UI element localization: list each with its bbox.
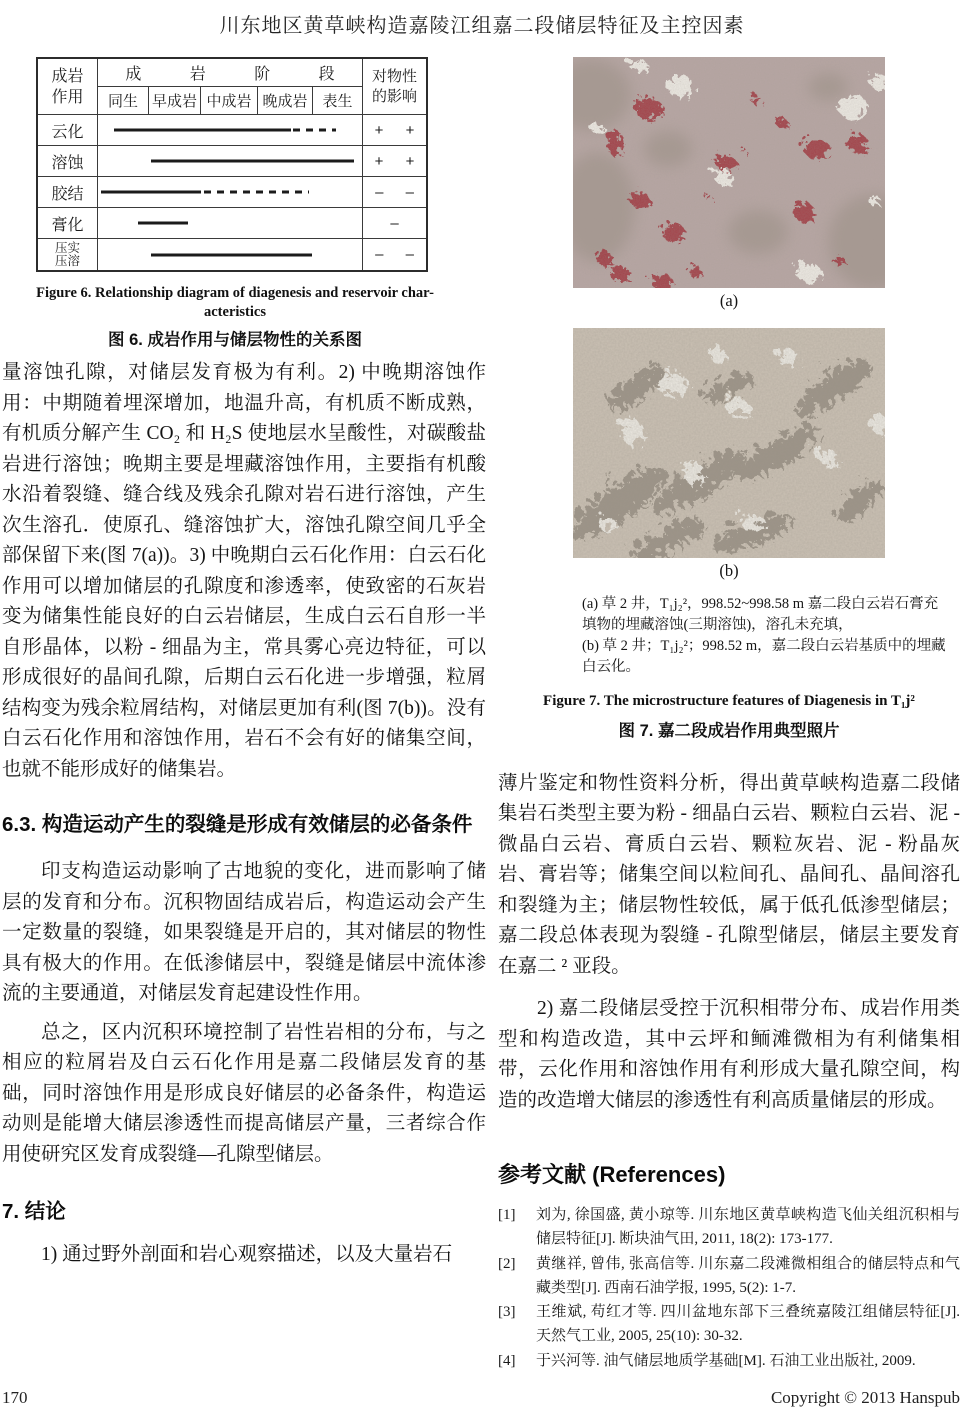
- table-header-effect-line1: 对物性: [371, 67, 417, 85]
- table-header-diagenesis-line1: 成岩: [51, 67, 84, 85]
- table-header-effect: [362, 59, 426, 115]
- table-row-label-line: 云化: [51, 123, 84, 141]
- stage-header-0: 同生: [98, 87, 149, 114]
- figure7-caption-b-text: (b) 草 2 井；T₁j₂²；998.52 m，嘉二段白云岩基质中的埋藏白云化。: [582, 638, 946, 675]
- figure6-table: [36, 57, 428, 272]
- figure7-label-a: (a): [719, 291, 739, 310]
- table-header-diagenesis: [38, 59, 98, 115]
- section-heading-6-3: 6.3. 构造运动产生的裂缝是形成有效储层的必备条件: [2, 813, 473, 836]
- page-title: 川东地区黄草峡构造嘉陵江组嘉二段储层特征及主控因素: [219, 15, 745, 37]
- copyright-text: Copyright © 2013 Hanspub: [770, 1388, 960, 1407]
- figure6-caption-en-line2: acteristics: [204, 304, 266, 320]
- table-row-bars-3: [98, 208, 362, 239]
- table-row-label-line: 膏化: [51, 216, 84, 234]
- table-row-label-line: 压实: [54, 240, 80, 255]
- table-header-diagenesis-line2: 作用: [51, 88, 84, 106]
- reference-item-4: [498, 1349, 960, 1373]
- table-header-effect-line2: 的影响: [371, 87, 417, 105]
- table-row-bars-0: [98, 115, 362, 146]
- reference-item-2: [498, 1252, 960, 1301]
- reference-text: 于兴河等. 油气储层地质学基础[M]. 石油工业出版社, 2009.: [536, 1352, 916, 1369]
- body-paragraph: 印支构造运动影响了古地貌的变化，进而影响了储层的发育和分布。沉积物固结成岩后，构造运动会产生一定数量的裂缝，如果裂缝是开启的，其对储层的物性具有极大的作用。在低渗储层中，裂缝是储层中流体渗流的主要通道，对储层发育起建设性作用。: [2, 861, 486, 1004]
- reference-number: [1]: [498, 1207, 516, 1223]
- reference-item-1: [498, 1203, 960, 1252]
- figure7-caption-en: Figure 7. The microstructure features of Diagenesis in T₁j²: [543, 693, 915, 709]
- table-row-label-0: [38, 115, 98, 146]
- table-row-bars-2: [98, 177, 362, 208]
- table-row-label-line: 溶蚀: [51, 154, 84, 172]
- figure6-caption-en-line1: Figure 6. Relationship diagram of diagenesis and reservoir char-: [36, 285, 434, 301]
- table-row-label-line: 胶结: [51, 185, 84, 203]
- reference-number: [4]: [498, 1352, 516, 1369]
- table-row-label-1: [38, 146, 98, 177]
- table-row-label-2: [38, 177, 98, 208]
- reference-text: 刘为, 徐国盛, 黄小琼等. 川东地区黄草峡构造飞仙关组沉积相与储层特征[J]. 断块油气田, 2011, 18(2): 173-177.: [536, 1207, 960, 1248]
- table-row-effect-2: – –: [362, 177, 426, 208]
- section-heading-7: 7. 结论: [2, 1200, 66, 1223]
- table-row-effect-3: –: [362, 208, 426, 239]
- body-paragraph: 1) 通过野外剖面和岩心观察描述，以及大量岩石: [41, 1244, 453, 1265]
- stage-header-1: 早成岩: [149, 87, 201, 114]
- reference-number: [2]: [498, 1255, 516, 1272]
- timeline-bar-solid: [114, 129, 291, 132]
- figure7-photo-a: [573, 57, 885, 288]
- figure6-caption-zh: 图 6. 成岩作用与储层物性的关系图: [108, 331, 362, 349]
- body-paragraph: 量溶蚀孔隙，对储层发育极为有利。2) 中晚期溶蚀作用：中期随着埋深增加，地温升高，有机质不断成熟，有机质分解产生 CO₂ 和 H₂S 使地层水呈酸性，对碳酸盐岩进行溶蚀；晚期主要是埋藏溶蚀作用，主要指有机酸水沿着裂缝、缝合线及残余孔隙对岩石进行溶蚀，产生次生溶孔．使原孔、缝溶蚀扩大，溶蚀孔隙空间几乎全部保留下来(图 7(a))。3) 中晚期白云石化作用：白云石化作用可以增加储层的孔隙度和渗透率，使致密的石灰岩变为储集性能良好的白云岩储层，生成白云石自形一半自形晶体，以粉 - 细晶为主，常具雾心亮边特征，可以形成很好的晶间孔隙，后期白云石化进一步增强，粒屑结构变为残余粒屑结构，对储层更加有利(图 7(b))。没有白云石化作用和溶蚀作用，岩石不会有好的储集空间，也就不能形成好的储集岩。: [2, 362, 486, 780]
- page-number: 170: [2, 1388, 28, 1407]
- timeline-bar-solid: [138, 222, 188, 225]
- figure7-caption-zh: 图 7. 嘉二段成岩作用典型照片: [618, 722, 840, 740]
- table-row-bars-1: [98, 146, 362, 177]
- stage-header-3: 晚成岩: [258, 87, 313, 114]
- timeline-bar-dashed: [204, 191, 310, 194]
- stage-header-2: 中成岩: [201, 87, 258, 114]
- body-paragraph: 薄片鉴定和物性资料分析，得出黄草峡构造嘉二段储集岩石类型主要为粉 - 细晶白云岩、颗粒白云岩、泥 - 微晶白云岩、膏质白云岩、颗粒灰岩、泥 - 粉晶灰岩、膏岩等；储集空间以粒间孔、晶间孔、晶间溶孔和裂缝为主；储层物性较低，属于低孔低渗型储层；嘉二段总体表现为裂缝 - 孔隙型储层，储层主要发育在嘉二 ² 亚段。: [498, 772, 960, 977]
- timeline-bar-solid: [151, 160, 354, 163]
- figure6-caption: [0, 284, 470, 350]
- references-list: [498, 1203, 960, 1373]
- timeline-bar-dashed: [293, 129, 335, 132]
- table-row-label-3: [38, 208, 98, 239]
- table-row-label-4: [38, 239, 98, 270]
- body-paragraph: 总之，区内沉积环境控制了岩性岩相的分布，与之相应的粒屑岩及白云石化作用是嘉二段储层发育的基础，同时溶蚀作用是形成良好储层的必备条件，构造运动则是能增大储层渗透性而提高储层产量，三者综合作用使研究区发育成裂缝—孔隙型储层。: [2, 1021, 486, 1165]
- figure7-detail-caption: [582, 594, 948, 678]
- reference-number: [3]: [498, 1304, 516, 1321]
- references-heading: 参考文献 (References): [498, 1162, 726, 1187]
- left-column: [2, 358, 486, 1271]
- reference-text: 黄继祥, 曾伟, 张高信等. 川东嘉二段滩微相组合的储层特点和气藏类型[J]. 西南石油学报, 1995, 5(2): 1-7.: [536, 1255, 960, 1296]
- timeline-bar-solid: [101, 191, 201, 194]
- table-header-stages: 成 岩 阶 段: [98, 59, 362, 87]
- table-stage-subheaders: [98, 87, 362, 115]
- reference-text: 王维斌, 苟红才等. 四川盆地东部下三叠统嘉陵江组储层特征[J]. 天然气工业, 2005, 25(10): 30-32.: [536, 1304, 960, 1345]
- reference-item-3: [498, 1300, 960, 1349]
- figure7-photo-b: [573, 328, 885, 558]
- body-paragraph: 2) 嘉二段储层受控于沉积相带分布、成岩作用类型和构造改造，其中云坪和鲕滩微相为有利储集相带，云化作用和溶蚀作用有利形成大量孔隙空间，构造的改造增大储层的渗透性有利高质量储层的形成。: [498, 998, 960, 1111]
- table-row-effect-1: + +: [362, 146, 426, 177]
- figure7-caption-a-text: (a) 草 2 井，T₁j₂²，998.52~998.58 m 嘉二段白云岩石膏充填物的埋藏溶蚀(三期溶蚀)，溶孔未充填，: [582, 596, 939, 633]
- right-column: [498, 57, 960, 1373]
- stage-header-4: 表生: [322, 93, 353, 110]
- table-row-effect-4: – –: [362, 239, 426, 270]
- table-row-effect-0: + +: [362, 115, 426, 146]
- page-footer: [2, 1388, 960, 1410]
- table-row-bars-4: [98, 239, 362, 270]
- timeline-bar-solid: [151, 253, 312, 256]
- figure7-label-b: (b): [719, 561, 739, 580]
- table-row-label-line: 压溶: [54, 253, 80, 268]
